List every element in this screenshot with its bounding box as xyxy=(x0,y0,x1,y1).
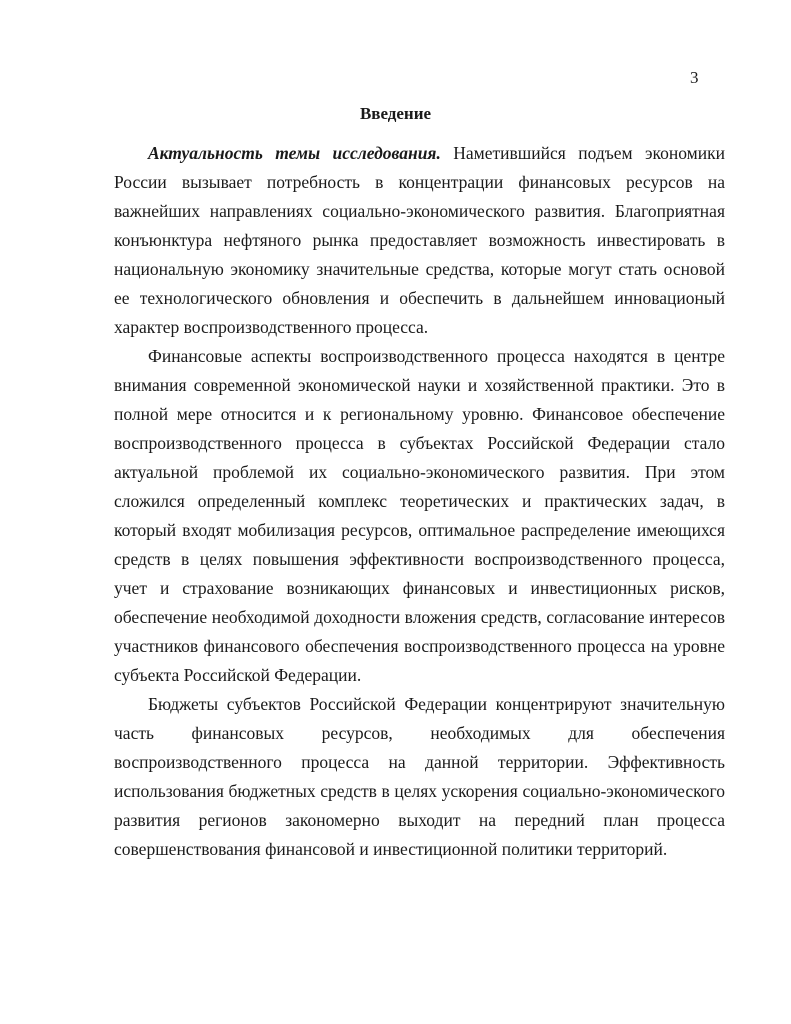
paragraph-text: Наметившийся подъем экономики России вызывает потребность в концентрации финансовых ресурсов на важнейших направлениях социально-экономического развития. Благоприятная конъюнктура нефтяного рынка предоставляет возможность инвестировать в национальную экономику значительные средства, которые могут стать основой ее технологического обновления и обеспечить в дальнейшем инновационый характер воспроизводственного процесса. xyxy=(114,143,725,337)
paragraph-relevance xyxy=(114,139,725,342)
paragraph-budgets: Бюджеты субъектов Российской Федерации концентрируют значительную часть финансовых ресурсов, необходимых для обеспечения воспроизводственного процесса на данной территории. Эффективность использования бюджетных средств в целях ускорения социально-экономического развития регионов закономерно выходит на передний план процесса совершенствования финансовой и инвестиционной политики территорий. xyxy=(114,694,725,859)
paragraph-financial-aspects: Финансовые аспекты воспроизводственного процесса находятся в центре внимания современной экономической науки и хозяйственной практики. Это в полной мере относится и к региональному уровню. Финансовое обеспечение воспроизводственного процесса в субъектах Российской Федерации стало актуальной проблемой их социально-экономического развития. При этом сложился определенный комплекс теоретических и практических задач, в который входят мобилизация ресурсов, оптимальное распределение имеющихся средств в целях повышения эффективности воспроизводственного процесса, учет и страхование возникающих финансовых и инвестиционных рисков, обеспечение необходимой доходности вложения средств, согласование интересов участников финансового обеспечения воспроизводственного процесса на уровне субъекта Российской Федерации. xyxy=(114,346,725,685)
page-number: 3 xyxy=(690,68,699,87)
body-text xyxy=(114,139,725,864)
paragraph-lead: Актуальность темы исследования. xyxy=(148,143,441,163)
section-heading: Введение xyxy=(359,104,432,123)
